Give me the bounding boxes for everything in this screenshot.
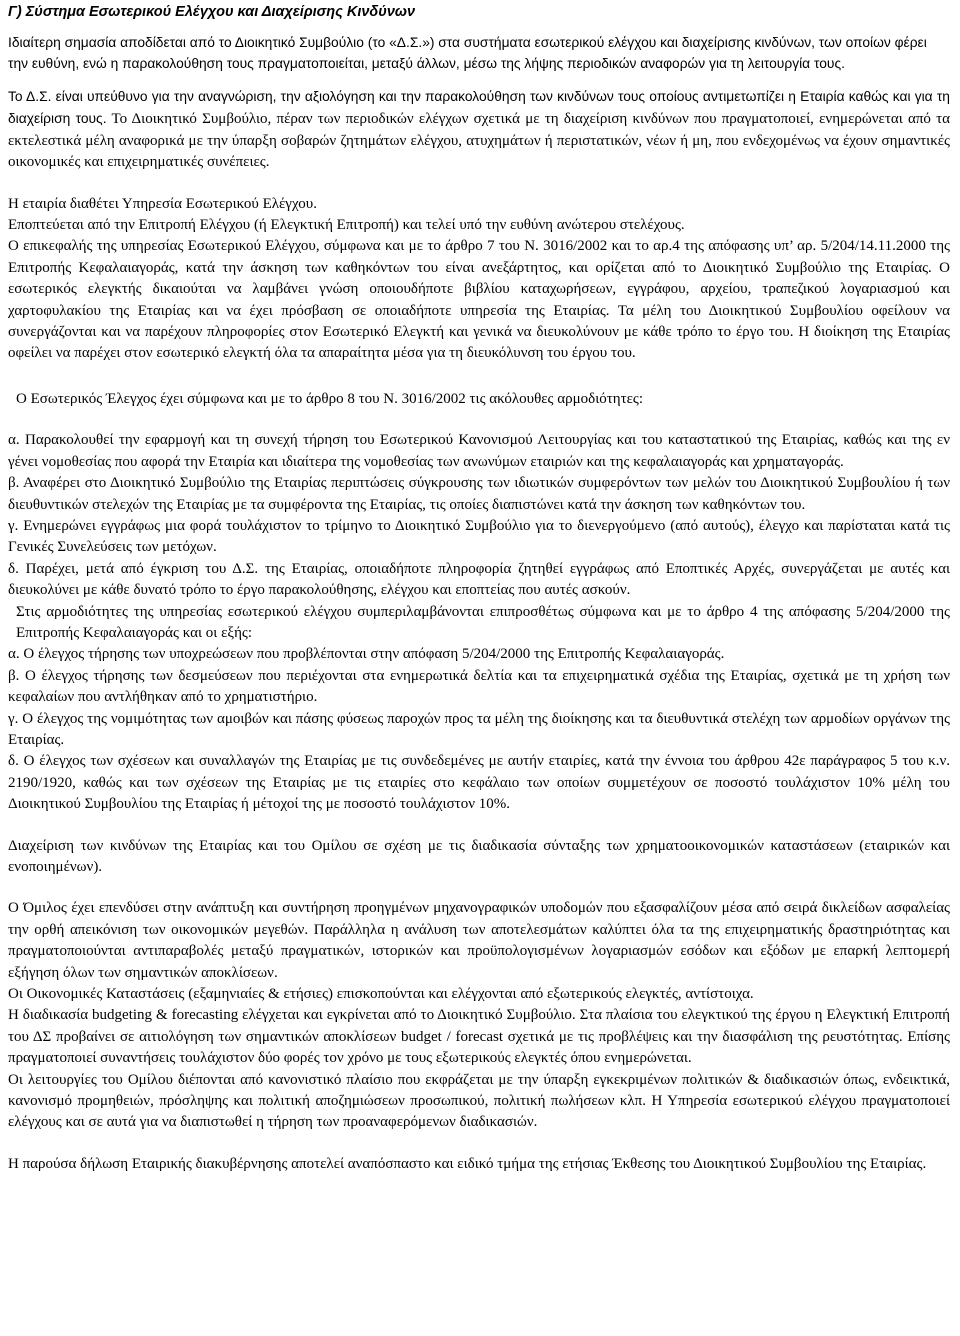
section-heading: Γ) Σύστημα Εσωτερικού Ελέγχου και Διαχείρισης Κινδύνων (8, 4, 416, 20)
board-responsibility-sans: Το Δ.Σ. είναι υπεύθυνο για την αναγνώριση, την αξιολόγηση και την παρακολούθηση των κινδύνων τους οποίους αντιμετωπίζει η Εταιρία καθώς και για τη διαχείριση τους. (8, 89, 950, 127)
competences-intro: Ο Εσωτερικός Έλεγχος έχει σύμφωνα και με το άρθρο 8 του Ν. 3016/2002 τις ακόλουθες αρμοδιότητες: (16, 390, 644, 407)
competence-item: β. Αναφέρει στο Διοικητικό Συμβούλιο της Εταιρίας περιπτώσεις σύγκρουσης των ιδιωτικών συμφερόντων των μελών του Διοικητικού Συμβουλίου ή των διευθυντικών στελεχών της Εταιρίας με τα συμφέροντα της Εταιρίας, τις οποίες διαπιστώνει κατά την άσκηση των καθηκόντων του. (8, 475, 950, 513)
competence-item: δ. Παρέχει, μετά από έγκριση του Δ.Σ. της Εταιρίας, οποιαδήποτε πληροφορία ζητηθεί εγγράφως από Εποπτικές Αρχές, συνεργάζεται με αυτές και διευκολύνει με κάθε δυνατό τρόπο το έργο παρακολούθησης, ελέγχου και εποπτείας που αυτές ασκούν. (8, 560, 950, 599)
internal-audit-line-1: Η εταιρία διαθέτει Υπηρεσία Εσωτερικού Ελέγχου. (8, 195, 317, 212)
closing-statement: Η παρούσα δήλωση Εταιρικής διακυβέρνησης αποτελεί αναπόσπαστο και ειδικό τμήμα της ετήσιας Έκθεσης του Διοικητικού Συμβουλίου της Εταιρίας. (8, 1155, 927, 1172)
risk-paragraph: Οι Οικονομικές Καταστάσεις (εξαμηνιαίες & ετήσιες) επισκοπούνται και ελέγχονται από εξωτερικούς ελεγκτές, αντίστοιχα. (8, 986, 754, 1003)
risk-paragraph: Ο Όμιλος έχει επενδύσει στην ανάπτυξη και συντήρηση προηγμένων μηχανογραφικών υποδομών που εξασφαλίζουν μέσα από σειρά δικλείδων ασφαλείας την ορθή απεικόνιση των οικονομικών μεγεθών. Παράλληλα η ανάλυση των αποτελεσμάτων καλύπτει όλα τα της επιχειρηματικής δραστηριότητας και πραγματοποιούνται αντιπαραβολές μεταξύ πραγματικών, ιστορικών και προϋπολογισμένων λογαριασμών εσόδων και εξόδων με επαρκή λεπτομερή εξήγηση όλων των σημαντικών αποκλίσεων. (8, 900, 950, 981)
board-responsibility-rest: Το Διοικητικό Συμβούλιο, πέραν των περιοδικών ελέγχων σχετικά με τη διαχείριση κινδύνων που πραγματοποιεί, ενημερώνεται από τα εκτελεστικά μέλη αναφορικά με την ύπαρξη σοβαρών ζητημάτων ελέγχου, ατυχημάτων ή περιστατικών, νέων ή μη, που ενδεχομένως να έχουν σημαντικές οικονομικές και επιχειρηματικές συνέπειες. (8, 111, 950, 171)
compliance-item: α. Ο έλεγχος τήρησης των υποχρεώσεων που προβλέπονται στην απόφαση 5/204/2000 της Επιτροπής Κεφαλαιαγοράς. (8, 646, 725, 663)
intro-paragraph: Ιδιαίτερη σημασία αποδίδεται από το Διοικητικό Συμβούλιο (το «Δ.Σ.») στα συστήματα εσωτερικού ελέγχου και διαχείρισης κινδύνων, των οποίων φέρει την ευθύνη, ενώ η παρακολούθηση τους πραγματοποιείται, μεταξύ άλλων, μέσω της λήψης περιοδικών αναφορών για τη λειτουργία τους. (8, 35, 927, 71)
compliance-item: δ. Ο έλεγχος των σχέσεων και συναλλαγών της Εταιρίας με τις συνδεδεμένες με αυτήν εταιρίες, κατά την έννοια του άρθρου 42ε παράγραφος 5 του κ.ν. 2190/1920, καθώς και των σχέσεων της Εταιρίας με τις εταιρίες στο κεφάλαιο των οποίων συμμετέχουν σε ποσοστό τουλάχιστον 10% μέλη του Διοικητικού Συμβουλίου της Εταιρίας ή μέτοχοί της με ποσοστό τουλάχιστον 10%. (8, 753, 950, 813)
compliance-item: β. Ο έλεγχος τήρησης των δεσμεύσεων που περιέχονται στα ενημερωτικά δελτία και τα επιχειρηματικά σχέδια της Εταιρίας, σχετικά με τη χρήση των κεφαλαίων που αντλήθηκαν από το χρηματιστήριο. (8, 667, 950, 706)
internal-audit-line-2: Εποπτεύεται από την Επιτροπή Ελέγχου (ή Ελεγκτική Επιτροπή) και τελεί υπό την ευθύνη ανώτερου στελέχους. (8, 217, 685, 234)
competence-item: α. Παρακολουθεί την εφαρμογή και τη συνεχή τήρηση του Εσωτερικού Κανονισμού Λειτουργίας και του καταστατικού της Εταιρίας, καθώς και της εν γένει νομοθεσίας που αφορά την Εταιρία και ιδιαίτερα της νομοθεσίας των ανωνύμων εταιριών και της κεφαλαιαγοράς και χρηματαγοράς. (8, 432, 950, 470)
competence-item: γ. Ενημερώνει εγγράφως μια φορά τουλάχιστον το τρίμηνο το Διοικητικό Συμβούλιο για το διενεργούμενο (από αυτούς), έλεγχο και παρίσταται κατά τις Γενικές Συνελεύσεις των μετόχων. (8, 517, 950, 556)
risk-paragraph: Οι λειτουργίες του Ομίλου διέπονται από κανονιστικό πλαίσιο που εκφράζεται με την ύπαρξη εγκεκριμένων πολιτικών & διαδικασιών όπως, ενδεικτικά, κανονισμό προμηθειών, πρόσληψης και πολιτική αποζημιώσεων προσωπικού, πολιτική πωλήσεων κλπ. Η Υπηρεσία εσωτερικού ελέγχου πραγματοποιεί ελέγχους και σε αυτά για να διαπιστωθεί η τήρηση των προαναφερόμενων διαδικασιών. (8, 1071, 950, 1131)
risk-management-intro: Διαχείριση των κινδύνων της Εταιρίας και του Ομίλου σε σχέση με τις διαδικασία σύνταξης των χρηματοοικονομικών καταστάσεων (εταιρικών και ενοποιημένων). (8, 837, 950, 875)
internal-audit-paragraph: Ο επικεφαλής της υπηρεσίας Εσωτερικού Ελέγχου, σύμφωνα και με το άρθρο 7 του Ν. 3016/2002 και το αρ.4 της απόφασης υπ’ αρ. 5/204/14.11.2000 της Επιτροπής Κεφαλαιαγοράς, κατά την άσκηση των καθηκόντων του είναι ανεξάρτητος, και ορίζεται από το Διοικητικό Συμβούλιο της Εταιρίας. Ο εσωτερικός ελεγκτής δικαιούται να λαμβάνει γνώση οποιουδήποτε βιβλίου καταχωρήσεων, εγγράφου, αρχείου, τραπεζικού λογαριασμού και χαρτοφυλακίου της Εταιρίας και να έχει πρόσβαση σε οποιαδήποτε υπηρεσία της Εταιρίας. Τα μέλη του Διοικητικού Συμβουλίου οφείλουν να συνεργάζονται και να παρέχουν πληροφορίες στον Εσωτερικό Ελεγκτή και γενικά να διευκολύνουν με κάθε τρόπο το έργο του. Η διοίκηση της Εταιρίας οφείλει να παρέχει στον εσωτερικό ελεγκτή όλα τα απαραίτητα μέσα για τη διευκόλυνση του έργου του. (8, 238, 950, 362)
compliance-item: γ. Ο έλεγχος της νομιμότητας των αμοιβών και πάσης φύσεως παροχών προς τα μέλη της διοίκησης και τα διευθυντικά στελέχη των αρμοδίων οργάνων της Εταιρίας. (8, 710, 950, 748)
compliance-intro: Στις αρμοδιότητες της υπηρεσίας εσωτερικού ελέγχου συμπεριλαμβάνονται επιπροσθέτως σύμφωνα και με το άρθρο 4 της απόφασης 5/204/2000 της Επιτροπής Κεφαλαιαγοράς και οι εξής: (16, 603, 950, 641)
board-responsibility-paragraph (8, 86, 950, 174)
risk-paragraph: Η διαδικασία budgeting & forecasting ελέγχεται και εγκρίνεται από το Διοικητικό Συμβούλιο. Στα πλαίσια του ελεγκτικού της έργου η Ελεγκτική Επιτροπή του ΔΣ προβαίνει σε αιτιολόγηση των σημαντικών αποκλίσεων budget / forecast σχετικά με τις προβλέψεις και την διασφάλιση της ρευστότητας. Επίσης πραγματοποιεί συναντήσεις τουλάχιστον δύο φορές τον χρόνο με τους εξωτερικούς ελεγκτές όπου ενημερώνεται. (8, 1007, 950, 1067)
